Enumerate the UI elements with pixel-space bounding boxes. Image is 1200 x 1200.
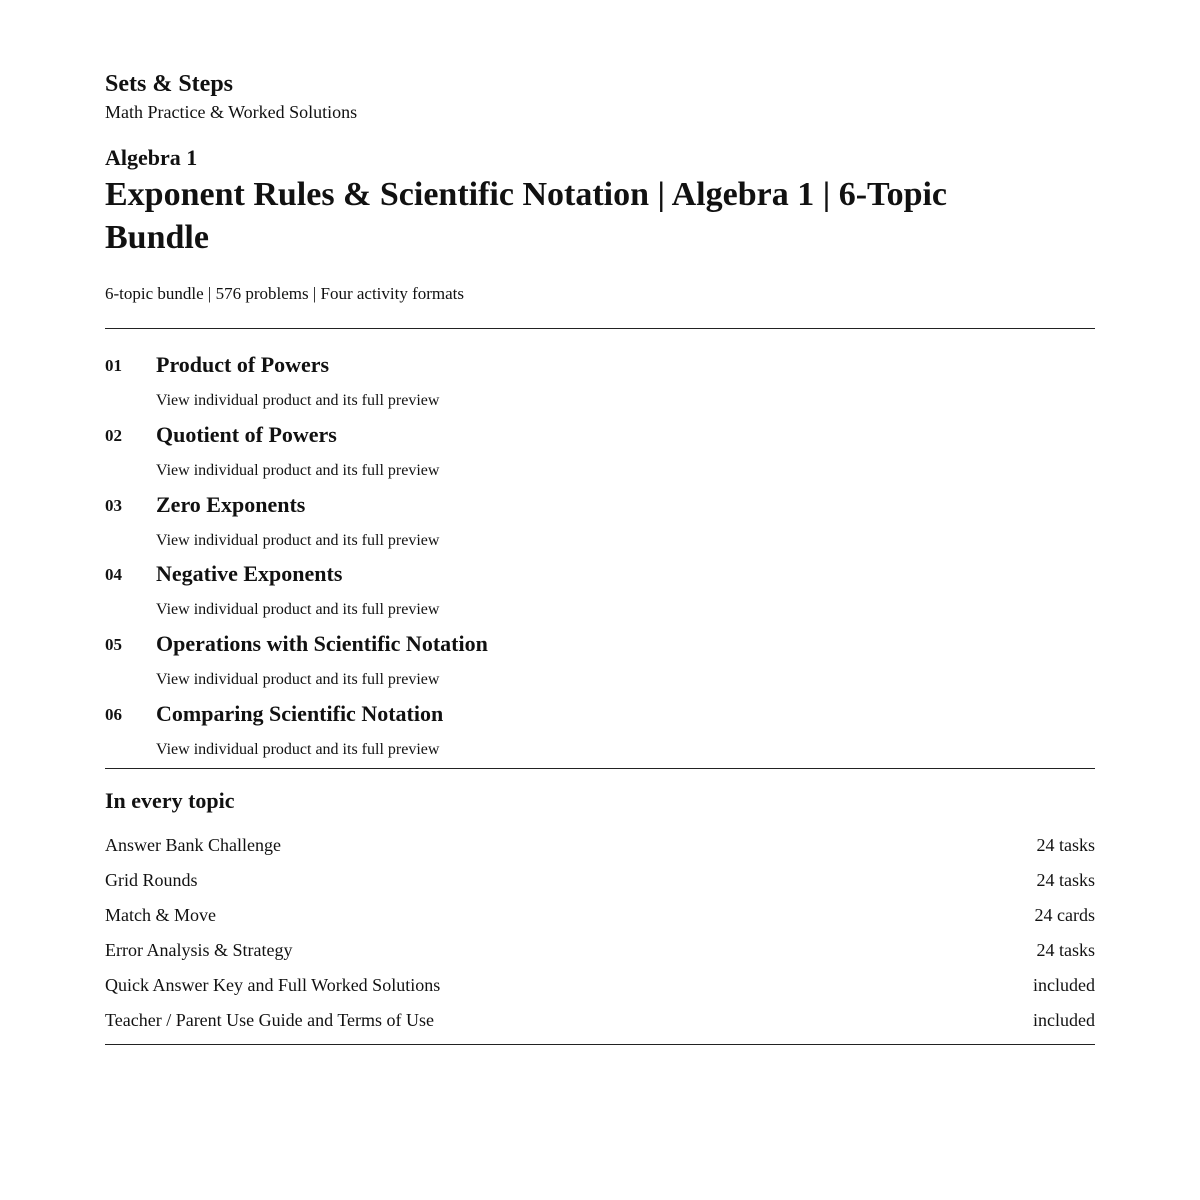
feature-label: Answer Bank Challenge (105, 834, 281, 855)
topic-title: Product of Powers (156, 352, 330, 377)
topic-number: 01 (105, 356, 122, 375)
topic-title: Operations with Scientific Notation (156, 631, 488, 657)
feature-row (105, 828, 1095, 863)
feature-label: Match & Move (105, 904, 216, 925)
topic-preview-link[interactable]: View individual product and its full preview (156, 531, 440, 549)
feature-value: 24 cards (1034, 904, 1095, 925)
brand-tagline: Math Practice & Worked Solutions (105, 102, 358, 122)
topic-item (105, 352, 1095, 422)
feature-label: Grid Rounds (105, 869, 198, 890)
feature-row (105, 1003, 1095, 1038)
divider-bottom (105, 1044, 1095, 1045)
feature-label: Quick Answer Key and Full Worked Solutions (105, 974, 441, 995)
feature-row (105, 968, 1095, 1003)
topic-item (105, 631, 1095, 701)
topic-number: 03 (105, 495, 122, 515)
topic-item (105, 561, 1095, 631)
product-title: Exponent Rules & Scientific Notation | Algebra 1 | 6-Topic Bundle (105, 176, 948, 256)
topic-title: Negative Exponents (156, 561, 343, 587)
feature-value: included (1033, 974, 1095, 995)
topic-item (105, 422, 1095, 492)
topic-number: 05 (105, 635, 122, 655)
topic-preview-link[interactable]: View individual product and its full preview (156, 671, 440, 689)
topic-number: 02 (105, 425, 122, 445)
topic-item (105, 701, 1095, 771)
feature-list (105, 828, 1095, 1038)
subject-label: Algebra 1 (105, 145, 198, 170)
topic-number: 06 (105, 704, 122, 724)
product-summary: 6-topic bundle | 576 problems | Four activity formats (105, 284, 465, 303)
divider-top (105, 328, 1095, 329)
feature-value: included (1033, 1009, 1095, 1030)
feature-value: 24 tasks (1036, 939, 1095, 960)
topic-title: Zero Exponents (156, 491, 306, 517)
content (105, 68, 1095, 1045)
topic-title: Comparing Scientific Notation (156, 700, 444, 726)
topic-preview-link[interactable]: View individual product and its full preview (156, 740, 440, 758)
topic-number: 04 (105, 565, 122, 585)
feature-row (105, 898, 1095, 933)
every-topic-heading: In every topic (105, 787, 235, 813)
brand-name: Sets & Steps (105, 71, 234, 97)
topic-preview-link[interactable]: View individual product and its full preview (156, 601, 440, 619)
feature-label: Error Analysis & Strategy (105, 939, 293, 960)
feature-row (105, 863, 1095, 898)
topic-preview-link[interactable]: View individual product and its full preview (156, 392, 440, 409)
topic-list (105, 352, 1095, 771)
feature-row (105, 933, 1095, 968)
feature-value: 24 tasks (1036, 869, 1095, 890)
topic-preview-link[interactable]: View individual product and its full preview (156, 461, 440, 479)
feature-value: 24 tasks (1036, 834, 1095, 855)
topic-item (105, 492, 1095, 562)
feature-label: Teacher / Parent Use Guide and Terms of Use (105, 1009, 435, 1030)
topic-title: Quotient of Powers (156, 421, 337, 447)
